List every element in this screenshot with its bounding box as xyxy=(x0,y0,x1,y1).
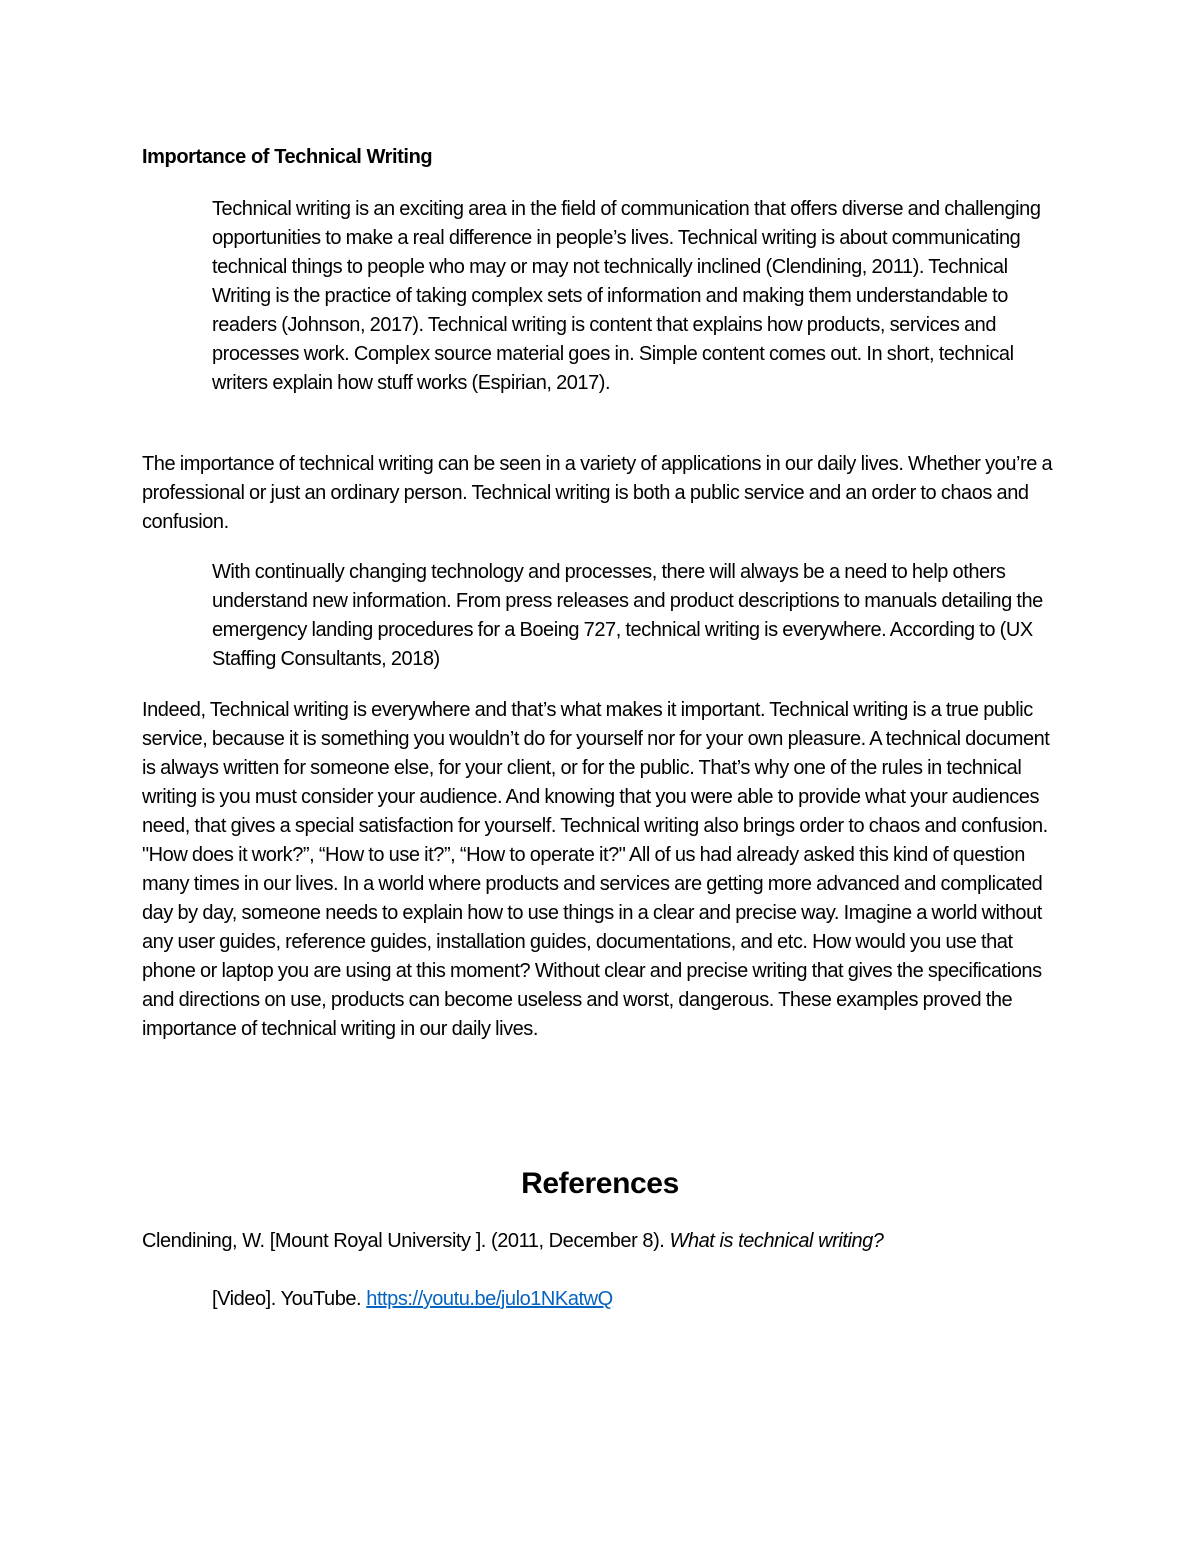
reference-entry-continuation xyxy=(212,1285,1062,1314)
reference-entry xyxy=(142,1227,1062,1256)
paragraph-importance-body: Indeed, Technical writing is everywhere and that’s what makes it important. Technical writing is a true public service, because it is something you wouldn’t do for yourself nor for your own pleasure. A technical document is always written for someone else, for your client, or for the public. That’s why one of the rules in technical writing is you must consider your audience. And knowing that you were able to provide what your audiences need, that gives a special satisfaction for yourself. Technical writing also brings order to chaos and confusion. "How does it work?”, “How to use it?”, “How to operate it?" All of us had already asked this kind of question many times in our lives. In a world where products and services are getting more advanced and complicated day by day, someone needs to explain how to use things in a clear and precise way. Imagine a world without any user guides, reference guides, installation guides, documentations, and etc. How would you use that phone or laptop you are using at this moment? Without clear and precise writing that gives the specifications and directions on use, products can become useless and worst, dangerous. These examples proved the importance of technical writing in our daily lives. xyxy=(142,699,1050,1040)
document-title: Importance of Technical Writing xyxy=(142,146,433,168)
reference-author: Clendining, W. [Mount Royal University ]. (2011, December 8). xyxy=(142,1230,670,1252)
reference-source: [Video]. YouTube. xyxy=(212,1288,367,1310)
block-quote-definition: Technical writing is an exciting area in the field of communication that offers diverse and challenging opportunities to make a real difference in people’s lives. Technical writing is about communicating technical things to people who may or may not technically inclined (Clendining, 2011). Technical Writing is the practice of taking complex sets of information and making them understandable to readers (Johnson, 2017). Technical writing is content that explains how products, services and processes work. Complex source material goes in. Simple content comes out. In short, technical writers explain how stuff works (Espirian, 2017). xyxy=(212,198,1041,394)
paragraph-importance-intro: The importance of technical writing can be seen in a variety of applications in our daily lives. Whether you’re a professional or just an ordinary person. Technical writing is both a public service and an order to chaos and confusion. xyxy=(142,453,1053,533)
reference-link[interactable]: https://youtu.be/julo1NKatwQ xyxy=(366,1288,613,1310)
block-quote-ux-staffing: With continually changing technology and processes, there will always be a need to help others understand new information. From press releases and product descriptions to manuals detailing the emergency landing procedures for a Boeing 727, technical writing is everywhere. According to (UX Staffing Consultants, 2018) xyxy=(212,561,1043,670)
reference-title: What is technical writing? xyxy=(669,1230,884,1252)
references-heading: References xyxy=(521,1167,679,1200)
